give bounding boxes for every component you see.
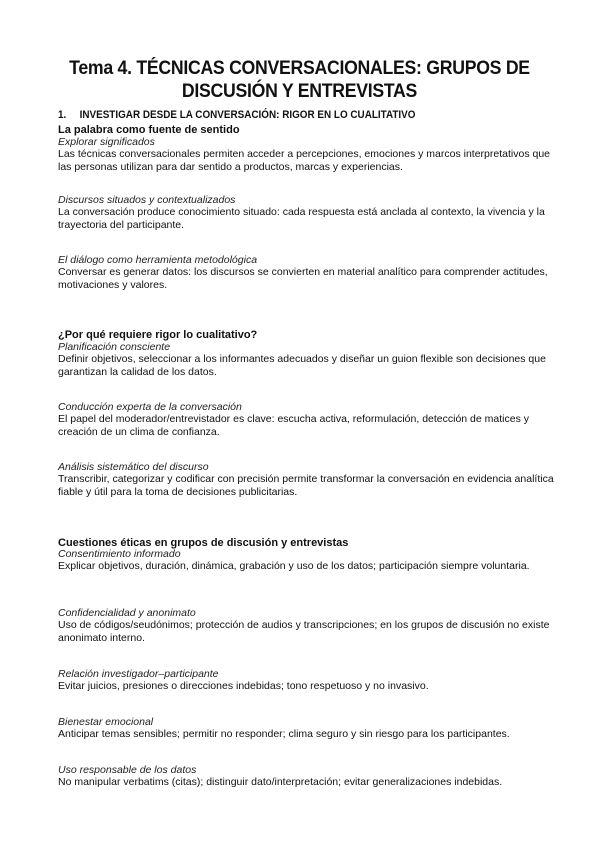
paragraph: Las técnicas conversacionales permiten acceder a percepciones, emociones y marcos interpretativos que las personas utilizan para dar sentido a productos, marcas y experiencias. [58, 148, 551, 173]
paragraph: Transcribir, categorizar y codificar con precisión permite transformar la conversación en evidencia analítica fiable y útil para la toma de decisiones publicitarias. [58, 473, 554, 498]
subheading: El diálogo como herramienta metodológica [58, 254, 258, 266]
paragraph: Evitar juicios, presiones o direcciones indebidas; tono respetuoso y no invasivo. [58, 680, 429, 692]
paragraph: Definir objetivos, seleccionar a los informantes adecuados y diseñar un guion flexible son decisiones que garantizan la calidad de los datos. [58, 353, 546, 378]
paragraph: Uso de códigos/seudónimos; protección de audios y transcripciones; en los grupos de discusión no existe anonimato interno. [58, 619, 550, 644]
content-block [58, 254, 558, 292]
group-heading: ¿Por qué requiere rigor lo cualitativo? [58, 329, 258, 341]
group-heading: La palabra como fuente de sentido [58, 124, 240, 136]
content-block [58, 668, 558, 693]
content-block [58, 194, 558, 232]
content-block [58, 401, 558, 439]
subheading: Conducción experta de la conversación [58, 401, 242, 413]
subheading: Bienestar emocional [58, 716, 154, 728]
paragraph: El papel del moderador/entrevistador es clave: escucha activa, reformulación, detección de matices y creación de un clima de confianza. [58, 413, 529, 438]
subheading: Análisis sistemático del discurso [58, 461, 209, 473]
section-heading-text: INVESTIGAR DESDE LA CONVERSACIÓN: RIGOR EN LO CUALITATIVO [79, 109, 416, 121]
section-heading [58, 108, 415, 122]
content-block [58, 548, 558, 573]
document-title: Tema 4. TÉCNICAS CONVERSACIONALES: GRUPOS DE DISCUSIÓN Y ENTREVISTAS [69, 58, 530, 102]
section-number: 1. [58, 109, 67, 121]
paragraph: Explicar objetivos, duración, dinámica, grabación y uso de los datos; participación siempre voluntaria. [58, 560, 530, 572]
content-block [58, 607, 558, 645]
subheading: Planificación consciente [58, 341, 171, 353]
content-block [58, 716, 558, 741]
content-block [58, 341, 558, 379]
paragraph: Anticipar temas sensibles; permitir no responder; clima seguro y sin riesgo para los participantes. [58, 728, 510, 740]
content-block [58, 136, 558, 174]
paragraph: Conversar es generar datos: los discursos se convierten en material analítico para comprender actitudes, motivaciones y valores. [58, 266, 548, 291]
subheading: Uso responsable de los datos [58, 764, 197, 776]
subheading: Consentimiento informado [58, 548, 181, 560]
subheading: Confidencialidad y anonimato [58, 607, 196, 619]
subheading: Explorar significados [58, 136, 155, 148]
content-block [58, 764, 558, 789]
subheading: Discursos situados y contextualizados [58, 194, 236, 206]
subheading: Relación investigador–participante [58, 668, 219, 680]
content-block [58, 461, 558, 499]
group-heading: Cuestiones éticas en grupos de discusión y entrevistas [58, 537, 349, 549]
paragraph: No manipular verbatims (citas); distinguir dato/interpretación; evitar generalizaciones indebidas. [58, 776, 503, 788]
paragraph: La conversación produce conocimiento situado: cada respuesta está anclada al contexto, la vivencia y la trayectoria del participante. [58, 206, 545, 231]
